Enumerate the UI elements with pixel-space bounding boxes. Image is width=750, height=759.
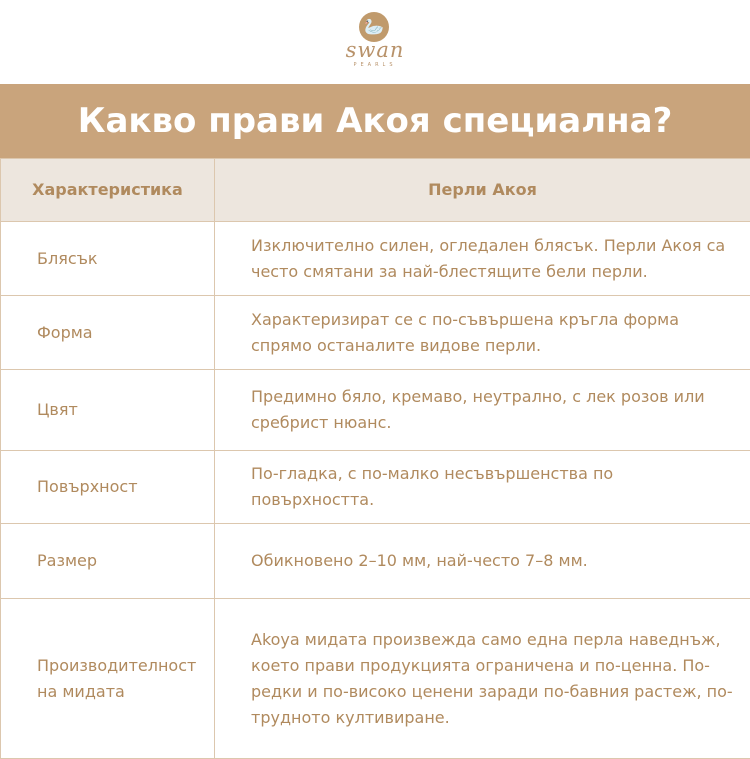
feature-cell: Форма	[1, 296, 215, 370]
header-feature: Характеристика	[1, 159, 215, 222]
feature-cell: Повърхност	[1, 451, 215, 524]
feature-cell: Производителност на мидата	[1, 599, 215, 759]
logo-brand: swan	[0, 38, 750, 62]
feature-cell: Размер	[1, 524, 215, 599]
table-row	[1, 451, 750, 524]
feature-cell: Блясък	[1, 222, 215, 296]
table-row	[1, 599, 750, 759]
feature-cell: Цвят	[1, 370, 215, 451]
desc-cell: Характеризират се с по-съвършена кръгла форма спрямо останалите видове перли.	[215, 296, 750, 370]
table-row	[1, 222, 750, 296]
page-title: Какво прави Акоя специална?	[0, 84, 750, 158]
desc-cell: По-гладка, с по-малко несъвършенства по повърхността.	[215, 451, 750, 524]
swan-icon: 🦢	[359, 12, 389, 42]
table-header	[1, 159, 750, 222]
desc-cell: Предимно бяло, кремаво, неутрално, с лек розов или сребрист нюанс.	[215, 370, 750, 451]
comparison-table	[0, 158, 750, 759]
logo-sub: PEARLS	[0, 62, 750, 68]
desc-cell: Обикновено 2–10 мм, най-често 7–8 мм.	[215, 524, 750, 599]
desc-cell: Изключително силен, огледален блясък. Перли Акоя са често смятани за най-блестящите бели перли.	[215, 222, 750, 296]
logo	[0, 0, 750, 84]
desc-cell: Akoya мидата произвежда само една перла наведнъж, което прави продукцията ограничена и по-ценна. По-редки и по-високо ценени заради по-бавния растеж, по-трудното култивиране.	[215, 599, 750, 759]
table-row	[1, 296, 750, 370]
header-akoya: Перли Акоя	[215, 159, 750, 222]
table-row	[1, 524, 750, 599]
table-row	[1, 370, 750, 451]
